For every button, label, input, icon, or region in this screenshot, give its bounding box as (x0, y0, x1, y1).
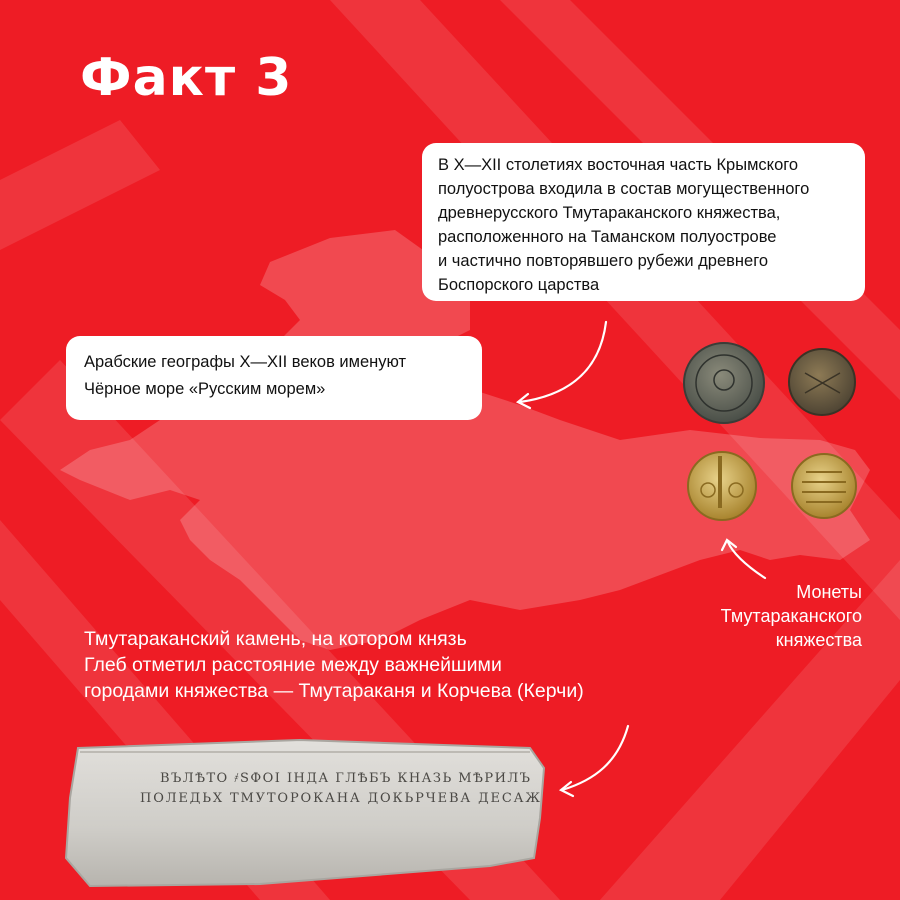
card-text-line: Чёрное море «Русским морем» (84, 380, 326, 398)
caption-line: Монеты (796, 582, 862, 602)
stone-inscription-line-2: ПОЛЕДЬХ ТМУТОРОКАНА ДОКЬРЧЕВА ДЕСАЖ (140, 791, 540, 806)
stone-inscription-line-1: ВЪЛѢТО ҂ЅФОІ ІНДА ГЛѢБЪ КНАЗЬ МѢРИЛЪ (160, 771, 530, 786)
stone-caption (84, 626, 724, 704)
coins-caption (721, 580, 862, 652)
caption-line: Тмутараканский камень, на котором князь (84, 628, 467, 650)
caption-line: городами княжества — Тмутараканя и Корчева (Керчи) (84, 680, 584, 702)
caption-line: княжества (775, 630, 862, 650)
card-text-line: и частично повторявшего рубежи древнего (438, 252, 769, 270)
coin-gold-2 (792, 454, 856, 518)
card-text-line: В X—XII столетиях восточная часть Крымского (438, 156, 799, 174)
coin-silver-2 (789, 349, 855, 415)
card-text-line: полуострова входила в состав могущественного (438, 180, 810, 198)
stone-body (66, 740, 544, 886)
coin-silver-1 (684, 343, 764, 423)
coins-image (680, 338, 860, 538)
caption-line: Глеб отметил расстояние между важнейшими (84, 654, 502, 676)
caption-line: Тмутараканского (720, 606, 862, 626)
card-text-line: Арабские географы X—XII веков именуют (84, 353, 407, 371)
tmutarakan-stone-image (60, 738, 550, 888)
fact-card-tmutarakan (422, 143, 865, 301)
page-title: Факт 3 (80, 48, 293, 108)
card-text-line: Боспорского царства (438, 276, 600, 294)
card-text-line: древнерусского Тмутараканского княжества, (438, 204, 781, 222)
card-text-line: расположенного на Таманском полуострове (438, 228, 777, 246)
fact-card-russian-sea (66, 336, 482, 420)
coin-gold-1 (688, 452, 756, 520)
